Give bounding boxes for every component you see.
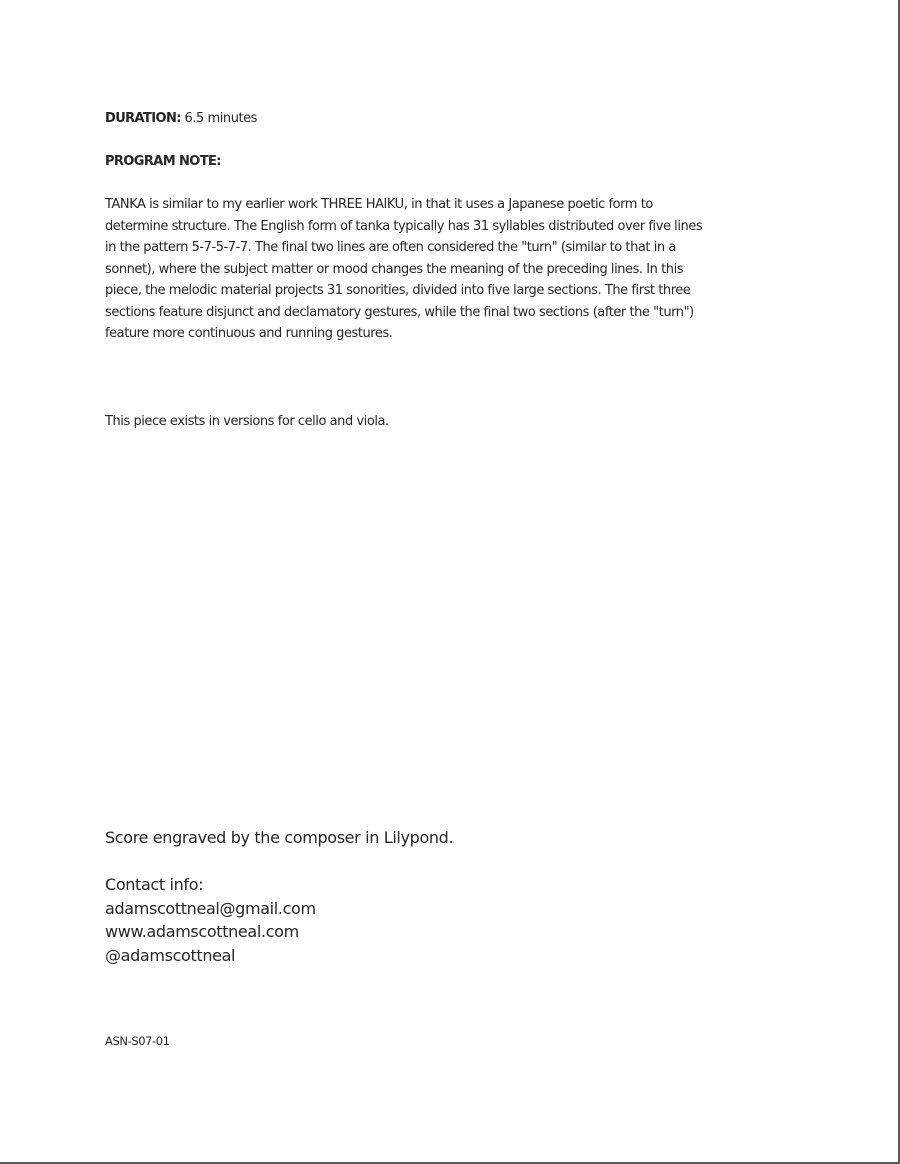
engraving-note: Score engraved by the composer in Lilypond. [105,828,454,847]
contact-heading: Contact info: [105,875,204,894]
contact-block [105,873,316,967]
program-note-line: in the pattern 5-7-5-7-7. The final two lines are often considered the "turn" (similar to that in a [105,240,676,255]
duration-value: 6.5 minutes [180,111,258,126]
program-note-heading: PROGRAM NOTE: [105,154,221,169]
contact-email-link[interactable]: adamscottneal@gmail.com [105,898,316,918]
program-note-line: sections feature disjunct and declamatory gestures, while the final two sections (after the "turn") [105,304,694,320]
program-note-line: sonnet), where the subject matter or mood changes the meaning of the preceding lines. In this [105,261,684,277]
contact-handle[interactable]: @adamscottneal [105,945,236,965]
duration-line [105,108,257,130]
contact-website-link[interactable]: www.adamscottneal.com [105,922,299,941]
program-note-line: determine structure. The English form of tanka typically has 31 syllables distributed over five lines [105,218,703,234]
program-note-body [105,194,795,345]
program-note-line: feature more continuous and running gestures. [105,326,393,341]
program-note-line: TANKA is similar to my earlier work THREE HAIKU, in that it uses a Japanese poetic form to [105,197,653,212]
duration-label: DURATION: [105,111,181,126]
program-note-line: piece, the melodic material projects 31 sonorities, divided into five large sections. The first three [105,283,691,298]
versions-note: This piece exists in versions for cello and viola. [105,414,389,429]
catalog-number: ASN-S07-01 [105,1034,170,1048]
